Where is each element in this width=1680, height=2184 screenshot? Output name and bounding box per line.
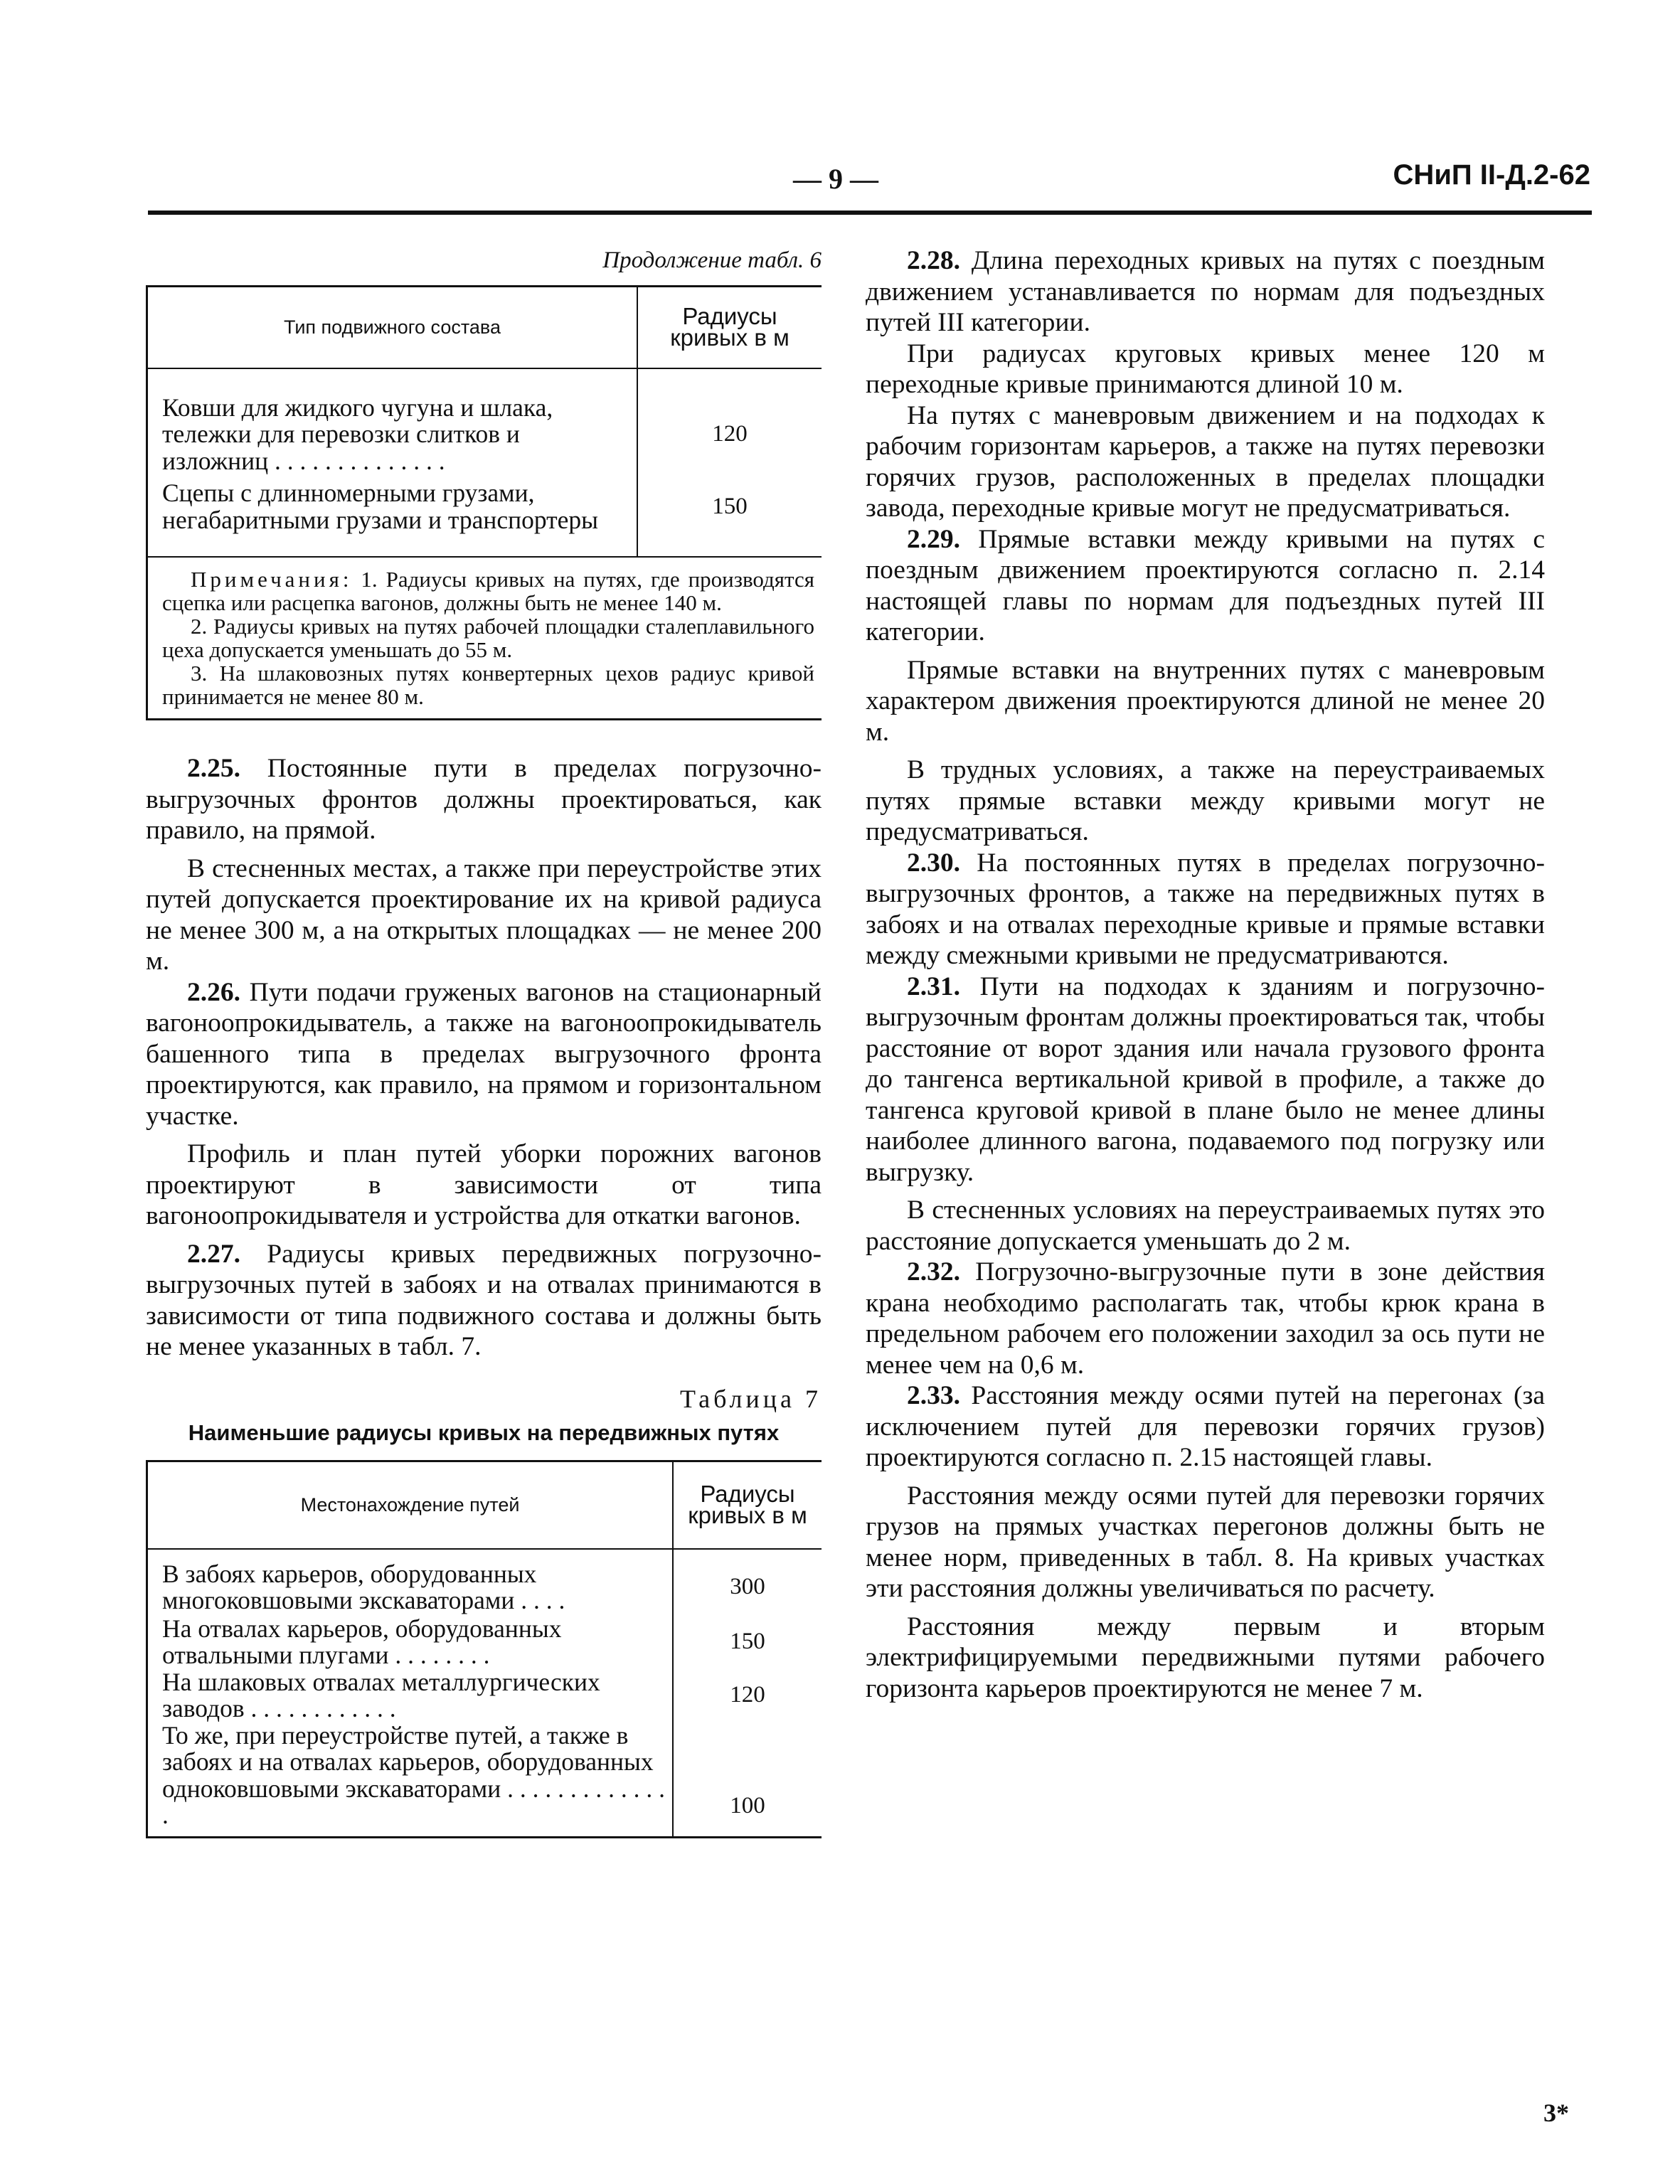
clause-text: Профиль и план путей уборки порожних вагонов проектируют в зависимости от типа вагоноопрокидывателя и устройства для откатки вагонов.	[146, 1139, 822, 1230]
table6	[146, 285, 822, 721]
paragraph	[146, 1239, 822, 1363]
table7-row-name: В забоях карьеров, оборудованных многоковшовыми экскаваторами . . . .	[162, 1559, 565, 1614]
table-row	[148, 474, 822, 557]
table7-header-location: Местонахождение путей	[300, 1494, 520, 1516]
clause-text: Пути на подходах к зданиям и погрузочно-выгрузочным фронтам должны проектироваться так, чтобы расстояние от ворот здания или начала грузового фронта до тангенса вертикальной кривой в профиле, а также до тангенса круговой кривой в плане было не менее длины наиболее длинного вагона, подаваемого под погрузку или выгрузку.	[866, 971, 1545, 1187]
clause-number: 2.28.	[907, 246, 960, 275]
table7-row-name: На отвалах карьеров, оборудованных отвальными плугами . . . . . . . .	[162, 1614, 562, 1669]
note-3: 3. На шлаковозных путях конвертерных цехов радиус кривой принимается не менее 80 м.	[162, 661, 814, 709]
paragraph	[866, 848, 1545, 971]
table-row	[148, 1722, 822, 1836]
table6-header-type: Тип подвижного состава	[284, 316, 501, 338]
paragraph	[866, 1257, 1545, 1380]
table7-row-value: 100	[673, 1722, 822, 1836]
note-2: 2. Радиусы кривых на путях рабочей площадки сталеплавильного цеха допускается уменьшать до 55 м.	[162, 614, 814, 662]
table6-row-value: 120	[637, 368, 822, 475]
clause-number: 2.31.	[907, 971, 960, 1001]
paragraph	[146, 977, 822, 1132]
clause-text: Погрузочно-выгрузочные пути в зоне действия крана необходимо располагать так, чтобы крюк крана в предельном рабочем его положении заходил за ось пути не менее чем на 0,6 м.	[866, 1257, 1545, 1380]
table6-continuation: Продолжение табл. 6	[602, 247, 822, 273]
paragraph	[866, 400, 1545, 524]
paragraph	[866, 245, 1545, 339]
clause-number: 2.33.	[907, 1381, 960, 1410]
header-rule	[148, 211, 1592, 215]
table-row	[148, 1669, 822, 1722]
table7-header-radius: Радиусы кривых в м	[673, 1462, 822, 1549]
clause-number: 2.27.	[187, 1239, 240, 1269]
table6-notes	[148, 557, 822, 718]
paragraph	[866, 524, 1545, 648]
clause-text: На путях с маневровым движением и на подходах к рабочим горизонтам карьеров, а также на путях перевозки горячих грузов, расположенных в пределах площадки завода, переходные кривые могут не предусматриваться.	[866, 400, 1545, 523]
table7-row-name: На шлаковых отвалах металлургических заводов . . . . . . . . . . . .	[162, 1667, 600, 1722]
table7-row-value: 300	[673, 1549, 822, 1616]
clause-text: В стесненных местах, а также при переустройстве этих путей допускается проектирование их на кривой радиуса не менее 300 м, а на открытых площадках — не менее 200 м.	[146, 853, 822, 976]
right-column	[866, 245, 1545, 1704]
paragraph	[146, 753, 822, 846]
left-column	[146, 245, 822, 1838]
table-row	[148, 1549, 822, 1616]
paragraph	[146, 853, 822, 977]
table7	[146, 1460, 822, 1838]
table6-row-name: Сцепы с длинномерными грузами, негабаритными грузами и транспортеры	[162, 479, 599, 534]
paragraph	[866, 755, 1545, 848]
paragraph	[866, 655, 1545, 748]
clause-text: На постоянных путях в пределах погрузочно-выгрузочных фронтов, а также на передвижных путях в забоях и на отвалах переходные кривые и прямые вставки между смежными кривыми не предусматриваются.	[866, 848, 1546, 970]
paragraph	[866, 339, 1545, 400]
clause-text: Расстояния между первым и вторым электрифицируемыми передвижными путями рабочего горизонта карьеров проектируются не менее 7 м.	[866, 1612, 1545, 1703]
paragraph	[866, 971, 1545, 1188]
table7-row-name: То же, при переустройстве путей, а также в забоях и на отвалах карьеров, оборудованных одноковшовыми экскаваторами . . . . . . . . . . . . . .	[162, 1720, 666, 1829]
page-number: — 9 —	[793, 163, 878, 195]
notes-label: Примечания:	[191, 567, 353, 592]
clause-text: В трудных условиях, а также на переустраиваемых путях прямые вставки между кривыми могут не предусматриваться.	[866, 755, 1545, 846]
table7-row-value: 120	[673, 1669, 822, 1722]
clause-text: В стесненных условиях на переустраиваемых путях это расстояние допускается уменьшать до 2 м.	[866, 1195, 1545, 1256]
note-1: 1. Радиусы кривых на путях, где производятся сцепка или расцепка вагонов, должны быть не менее 140 м.	[162, 567, 815, 615]
clause-number: 2.26.	[187, 977, 240, 1007]
signature-mark: 3*	[1543, 2099, 1569, 2127]
clause-text: Длина переходных кривых на путях с поездным движением устанавливается по нормам для подъездных путей III категории.	[866, 246, 1545, 337]
clause-text: Постоянные пути в пределах погрузочно-выгрузочных фронтов должны проектироваться, как правило, на прямой.	[146, 754, 822, 845]
table-row	[148, 368, 822, 475]
table6-row-value: 150	[637, 474, 822, 557]
clause-text: Пути подачи груженых вагонов на стационарный вагоноопрокидыватель, а также на вагоноопрокидыватель башенного типа в пределах выгрузочного фронта проектируются, как правило, на прямом и горизонтальном участке.	[146, 977, 822, 1131]
table7-title: Наименьшие радиусы кривых на передвижных путях	[188, 1420, 780, 1445]
clause-text: Прямые вставки на внутренних путях с маневровым характером движения проектируются длиной не менее 20 м.	[866, 655, 1545, 747]
paragraph	[866, 1195, 1545, 1257]
clause-number: 2.25.	[187, 754, 240, 783]
clause-text: Прямые вставки между кривыми на путях с поездным движением проектируются согласно п. 2.14 настоящей главы по нормам для подъездных путей III категории.	[866, 524, 1546, 646]
table7-row-value: 150	[673, 1616, 822, 1669]
clause-number: 2.29.	[907, 524, 960, 554]
document-code: СНиП II-Д.2-62	[1393, 159, 1590, 191]
paragraph	[866, 1380, 1545, 1474]
clause-text: Расстояния между осями путей для перевозки горячих грузов на прямых участках перегонов должны быть не менее норм, приведенных в табл. 8. На кривых участках эти расстояния должны увеличиваться по расчету.	[866, 1481, 1545, 1603]
clause-text: Радиусы кривых передвижных погрузочно-выгрузочных путей в забоях и на отвалах принимаются в зависимости от типа подвижного состава и должны быть не менее указанных в табл. 7.	[146, 1239, 822, 1361]
table6-row-name: Ковши для жидкого чугуна и шлака, тележки для перевозки слитков и изложниц . . . . . . . . . . . . . .	[162, 393, 553, 475]
clause-text: При радиусах круговых кривых менее 120 м переходные кривые принимаются длиной 10 м.	[866, 339, 1545, 399]
paragraph	[146, 1139, 822, 1232]
table-row	[148, 1616, 822, 1669]
clause-text: Расстояния между осями путей на перегонах (за исключением путей для перевозки горячих грузов) проектируются согласно п. 2.15 настоящей главы.	[866, 1381, 1546, 1472]
clause-number: 2.32.	[907, 1257, 960, 1287]
table7-label: Таблица 7	[680, 1384, 822, 1413]
paragraph	[866, 1481, 1545, 1604]
clause-number: 2.30.	[907, 848, 960, 878]
table6-header-radius: Радиусы кривых в м	[637, 287, 822, 368]
paragraph	[866, 1612, 1545, 1705]
